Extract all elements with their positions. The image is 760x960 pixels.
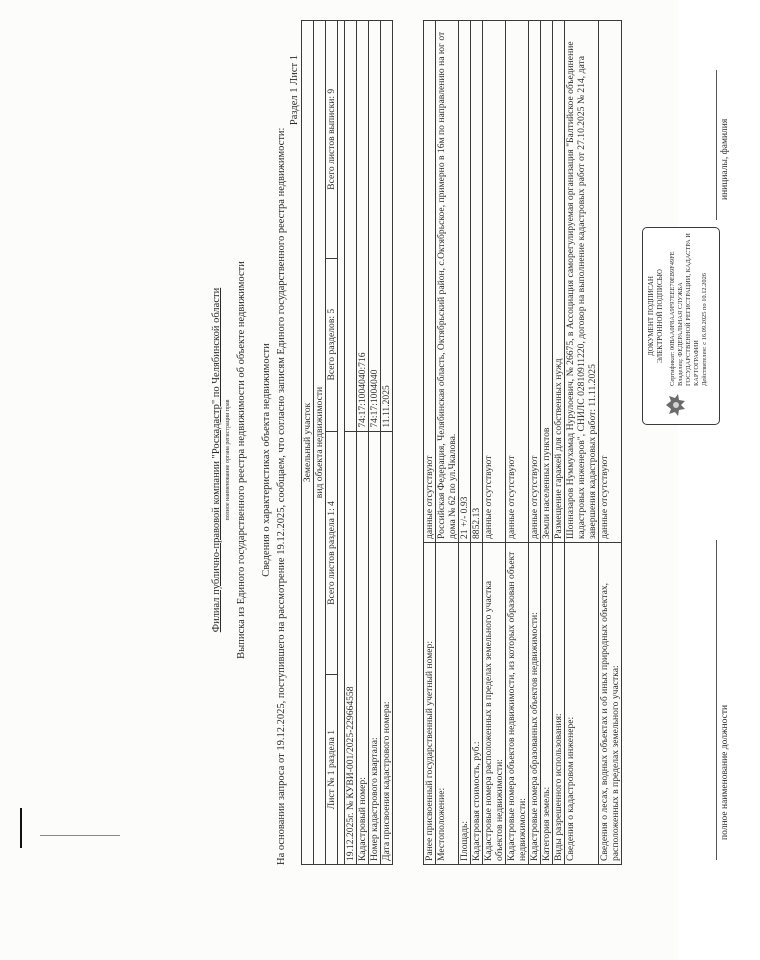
buildings-label: Кадастровые номера расположенных в пределах земельного участка объектов недвижимости: xyxy=(483,543,506,865)
formed-objects-label: Кадастровые номера образованных объектов недвижимости: xyxy=(529,543,541,865)
engineer-label: Сведения о кадастровом инженере: xyxy=(565,543,599,865)
org-title: Филиал публично-правовой компании "Роскадастр" по Челябинской области xyxy=(211,287,222,633)
quarter-value: 74:17:1004040 xyxy=(369,21,381,432)
usage-label: Виды разрешенного использования: xyxy=(553,543,565,865)
category-value: Земли населенных пунктов xyxy=(541,21,553,543)
details-table xyxy=(423,20,622,865)
stamp-subtitle: ЭЛЕКТРОННОЙ ПОДПИСЬЮ xyxy=(656,269,664,363)
cost-value: 8852.13 xyxy=(471,21,483,543)
cad-number-label: Кадастровый номер: xyxy=(357,431,369,864)
object-kind-caption: вид объекта недвижимости xyxy=(314,21,326,865)
extract-title: Выписка из Единого государственного реестра недвижимости об объекте недвижимости xyxy=(236,261,247,659)
stamp-owner: Владелец: ФЕДЕРАЛЬНАЯ СЛУЖБА ГОСУДАРСТВЕННОЙ РЕГИСТРАЦИИ, КАДАСТРА И КАРТОГРАФИИ xyxy=(677,233,700,386)
engineer-value: Шонназаров Нуммухамад Нурулоевич, № 26675, в Ассоциация саморегулируемая организация "Балтийское объединение кадастровых инженеров", СНИЛС 02810911220, договор на выполнение кадастровых работ от 27.10.2025 № 214, дата завершения кадастровых работ: 11.11.2025 xyxy=(565,21,599,543)
quarter-label: Номер кадастрового квартала: xyxy=(369,431,381,864)
buildings-value: данные отсутствуют xyxy=(483,21,506,543)
stamp-valid: Действителен: с 16.09.2025 по 10.12.2026 xyxy=(701,273,708,386)
initials-caption: инициалы, фамилия xyxy=(720,118,730,200)
area-label: Площадь: xyxy=(459,543,471,865)
position-caption: полное наименование должности xyxy=(720,704,730,840)
cost-label: Кадастровая стоимость, руб.: xyxy=(471,543,483,865)
stamp-title: ДОКУМЕНТ ПОДПИСАН xyxy=(647,276,655,356)
stamp-certificate: Сертификат: 00ВАА0F8АА9F97ЕЕЕ70ЕВ9F49FЕ xyxy=(669,251,676,386)
cad-number-value: 74:17:1004040:716 xyxy=(357,21,369,432)
date-number: 19.12.2025г. № КУВИ-001/2025-229664558 xyxy=(345,431,357,864)
org-subtitle: полное наименование органа регистрации прав xyxy=(225,399,231,521)
area-value: 21 +/- 0.93 xyxy=(459,21,471,543)
object-table xyxy=(301,20,393,865)
request-line: На основании запроса от 19.12.2025, поступившего на рассмотрение 19.12.2025, сообщаем, что согласно записям Единого государственного реестра недвижимости: xyxy=(276,127,287,865)
prev-number-value: данные отсутствуют xyxy=(424,21,436,543)
prev-number-label: Ранее присвоенный государственный учетный номер: xyxy=(424,543,436,865)
electronic-signature-stamp xyxy=(642,227,720,425)
sheet-number: Лист № 1 раздела 1 xyxy=(326,675,338,865)
forests-value: данные отсутствуют xyxy=(599,21,622,543)
section-title: Сведения о характеристиках объекта недвижимости xyxy=(261,343,272,577)
sheet-label: Раздел 1 Лист 1 xyxy=(289,55,300,126)
total-sheets: Всего листов выписки: 9 xyxy=(326,21,338,259)
total-sections: Всего разделов: 5 xyxy=(326,258,338,431)
location-label: Местоположение: xyxy=(436,543,459,865)
sheets-in-section: Всего листов раздела 1: 4 xyxy=(326,431,338,675)
assign-date-value: 11.11.2025 xyxy=(381,21,393,432)
category-label: Категория земель: xyxy=(541,543,553,865)
location-value: Российская Федерация, Челябинская область, Октябрьский район, с.Октябрьское, примерно в 16м по направлению на юг от дома № 62 по ул.Чкалова. xyxy=(436,21,459,543)
emblem-icon xyxy=(663,392,689,418)
usage-value: Размещение гаражей для собственных нужд xyxy=(553,21,565,543)
formed-objects-value: данные отсутствуют xyxy=(529,21,541,543)
formed-from-label: Кадастровые номера объектов недвижимости, из которых образован объект недвижимости: xyxy=(506,543,529,865)
assign-date-label: Дата присвоения кадастрового номера: xyxy=(381,431,393,864)
forests-label: Сведения о лесах, водных объектах и об иных природных объектах, расположенных в пределах земельного участка: xyxy=(599,543,622,865)
object-kind: Земельный участок xyxy=(302,21,314,865)
formed-from-value: данные отсутствуют xyxy=(506,21,529,543)
rotated-document xyxy=(200,20,760,900)
pen-mark xyxy=(20,808,22,848)
